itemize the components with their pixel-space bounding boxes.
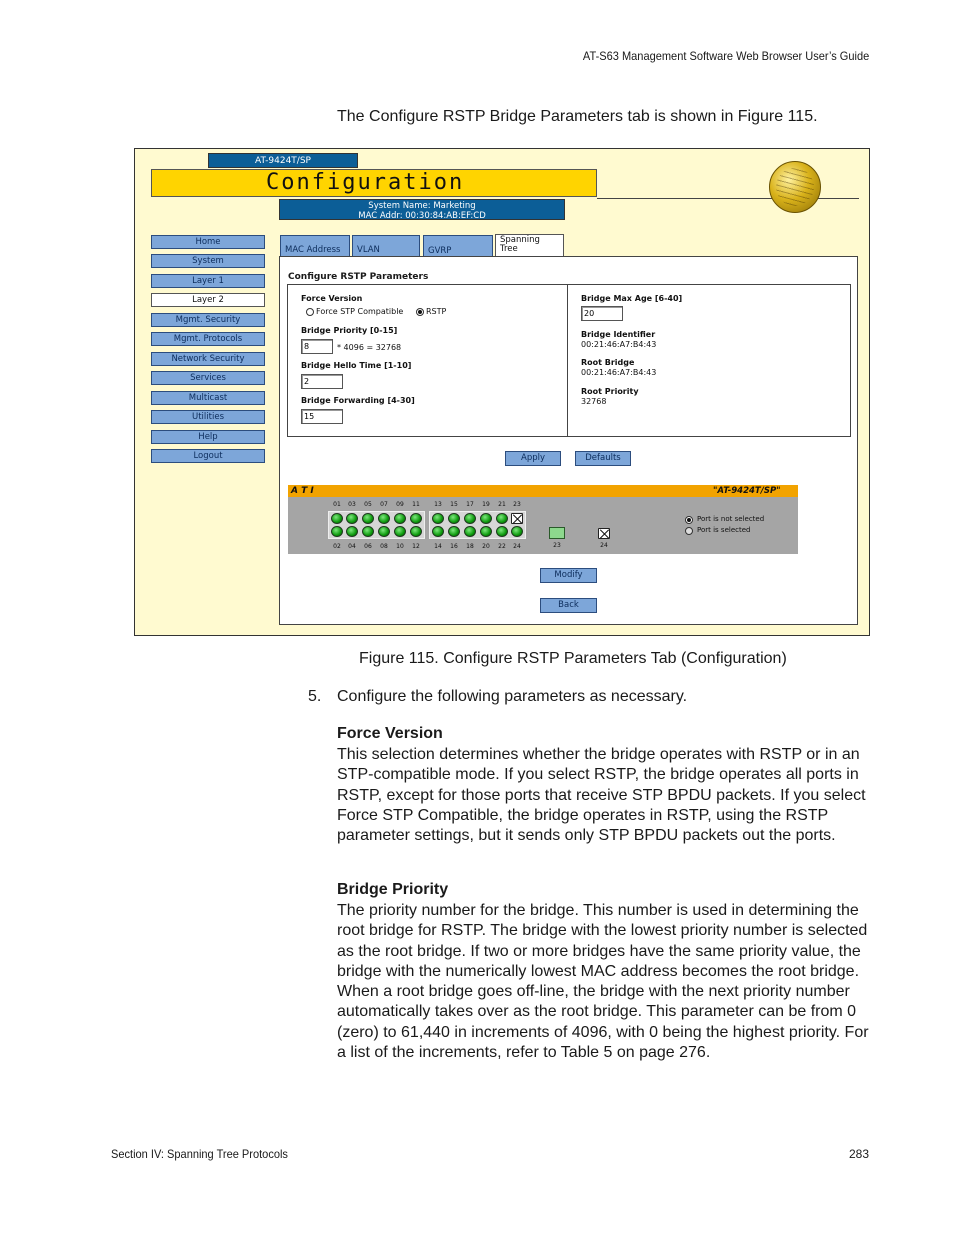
- legend-not-selected: Port is not selected: [697, 515, 765, 523]
- step-item: [308, 688, 687, 706]
- port-number: 24: [513, 543, 521, 550]
- port-number: 06: [364, 543, 372, 550]
- legend-selected-icon: [685, 527, 693, 535]
- page-title: Configuration: [266, 170, 465, 195]
- port-number: 01: [333, 501, 341, 508]
- port-01[interactable]: [331, 513, 343, 524]
- port-12[interactable]: [410, 526, 422, 537]
- port-number: 23: [553, 542, 561, 549]
- port-17[interactable]: [464, 513, 476, 524]
- port-number: 07: [380, 501, 388, 508]
- nav-help[interactable]: Help: [151, 430, 265, 444]
- port-number: 22: [498, 543, 506, 550]
- apply-button[interactable]: Apply: [505, 451, 561, 466]
- nav-utilities[interactable]: Utilities: [151, 410, 265, 424]
- port-number: 09: [396, 501, 404, 508]
- nav-layer1[interactable]: Layer 1: [151, 274, 265, 288]
- port-number: 21: [498, 501, 506, 508]
- nav-multicast[interactable]: Multicast: [151, 391, 265, 405]
- tab-tree-label: Tree: [500, 244, 518, 254]
- nav-layer2[interactable]: Layer 2: [151, 293, 265, 307]
- port-10[interactable]: [394, 526, 406, 537]
- port-21[interactable]: [496, 513, 508, 524]
- bridge-priority-heading: Bridge Priority: [337, 881, 449, 898]
- port-number: 13: [434, 501, 442, 508]
- port-14[interactable]: [432, 526, 444, 537]
- globe-logo-icon: [769, 161, 821, 213]
- figure-screenshot: [134, 148, 870, 636]
- nav-home[interactable]: Home: [151, 235, 265, 249]
- forwarding-input[interactable]: [301, 409, 343, 424]
- divider: [567, 284, 568, 437]
- bridge-identifier-label: Bridge Identifier: [581, 330, 656, 339]
- port-number: 16: [450, 543, 458, 550]
- tab-spanning-label: Spanning: [500, 235, 540, 245]
- system-info: [279, 199, 565, 220]
- step-number: 5.: [308, 688, 322, 705]
- force-stp-label: Force STP Compatible: [316, 307, 404, 316]
- bridge-priority-paragraph: The priority number for the bridge. This number is used in determining the root bridge for RSTP. The bridge with the lowest priority number is selected as the root bridge. If two or more bridges have the same priority value, the bridge with the numerically lowest MAC address becomes the root bridge. When a root bridge goes off-line, the bridge with the next priority number automatically takes over as the root bridge. This parameter can be from 0 (zero) to 61,440 in increments of 4096, with 0 being the highest priority. For a list of the increments, refer to Table 5 on page 276.: [337, 902, 869, 1062]
- port-05[interactable]: [362, 513, 374, 524]
- footer-section: Section IV: Spanning Tree Protocols: [111, 1147, 288, 1161]
- port-number: 04: [348, 543, 356, 550]
- divider: [597, 198, 859, 199]
- nav-system[interactable]: System: [151, 254, 265, 268]
- port-number: 11: [412, 501, 420, 508]
- tab-mac-address[interactable]: MAC Address: [280, 235, 350, 257]
- rstp-radio[interactable]: [416, 308, 424, 316]
- port-number: 05: [364, 501, 372, 508]
- legend-selected: Port is selected: [697, 526, 751, 534]
- port-number: 02: [333, 543, 341, 550]
- port-04[interactable]: [346, 526, 358, 537]
- device-tab[interactable]: AT-9424T/SP: [208, 153, 358, 168]
- step-text: Configure the following parameters as necessary.: [337, 688, 688, 705]
- tab-vlan[interactable]: VLAN: [352, 235, 420, 257]
- port-11[interactable]: [410, 513, 422, 524]
- nav-network-security[interactable]: Network Security: [151, 352, 265, 366]
- port-22[interactable]: [496, 526, 508, 537]
- tab-spanning-tree[interactable]: [495, 234, 564, 258]
- force-version-paragraph: This selection determines whether the bridge operates with RSTP or in an STP-compatible mode. If you select RSTP, the bridge operates all ports in RSTP, except for those ports that receive STP BPDU packets. If you select Force STP Compatible, the bridge operates in RSTP, using the RSTP parameter settings, but it sends only STP BPDU packets out the ports.: [337, 746, 866, 845]
- rstp-label: RSTP: [426, 307, 447, 316]
- port-20[interactable]: [480, 526, 492, 537]
- max-age-input[interactable]: [581, 306, 623, 321]
- nav-logout[interactable]: Logout: [151, 449, 265, 463]
- nav-services[interactable]: Services: [151, 371, 265, 385]
- max-age-label: Bridge Max Age [6-40]: [581, 294, 683, 303]
- force-version-label: Force Version: [301, 294, 363, 303]
- root-priority-value: 32768: [581, 397, 607, 406]
- sfp-port-24[interactable]: [598, 528, 610, 539]
- sfp-port-23[interactable]: [549, 527, 565, 539]
- root-priority-label: Root Priority: [581, 387, 639, 396]
- port-08[interactable]: [378, 526, 390, 537]
- footer-page-number: 283: [848, 1147, 869, 1161]
- hello-time-label: Bridge Hello Time [1-10]: [301, 361, 412, 370]
- port-18[interactable]: [464, 526, 476, 537]
- bridge-priority-input[interactable]: [301, 339, 333, 354]
- system-name: System Name: Marketing: [368, 201, 476, 211]
- port-number: 19: [482, 501, 490, 508]
- port-number: 10: [396, 543, 404, 550]
- intro-text: The Configure RSTP Bridge Parameters tab is shown in Figure 115.: [337, 108, 818, 125]
- switch-model: "AT-9424T/SP": [713, 486, 781, 496]
- port-16[interactable]: [448, 526, 460, 537]
- root-bridge-label: Root Bridge: [581, 358, 635, 367]
- legend-not-selected-icon: [685, 516, 693, 524]
- back-button[interactable]: Back: [540, 598, 597, 613]
- port-number: 08: [380, 543, 388, 550]
- forwarding-label: Bridge Forwarding [4-30]: [301, 396, 415, 405]
- switch-logo: A T I: [291, 486, 314, 496]
- defaults-button[interactable]: Defaults: [575, 451, 631, 466]
- port-number: 23: [513, 501, 521, 508]
- force-version-heading: Force Version: [337, 725, 443, 742]
- port-13[interactable]: [432, 513, 444, 524]
- mac-address: MAC Addr: 00:30:84:AB:EF:CD: [358, 211, 486, 221]
- bridge-priority-note: * 4096 = 32768: [337, 343, 402, 352]
- force-stp-radio[interactable]: [306, 308, 314, 316]
- port-number: 17: [466, 501, 474, 508]
- port-number: 14: [434, 543, 442, 550]
- port-06[interactable]: [362, 526, 374, 537]
- modify-button[interactable]: Modify: [540, 568, 597, 583]
- port-number: 18: [466, 543, 474, 550]
- port-number: 24: [600, 542, 608, 549]
- hello-time-input[interactable]: [301, 374, 343, 389]
- port-09[interactable]: [394, 513, 406, 524]
- port-number: 12: [412, 543, 420, 550]
- document-header: AT-S63 Management Software Web Browser User’s Guide: [582, 49, 869, 63]
- nav-mgmt-protocols[interactable]: Mgmt. Protocols: [151, 332, 265, 346]
- bridge-priority-label: Bridge Priority [0-15]: [301, 326, 398, 335]
- tab-gvrp[interactable]: GVRP: [423, 235, 493, 257]
- port-07[interactable]: [378, 513, 390, 524]
- port-24[interactable]: [511, 526, 523, 537]
- section-title: Configure RSTP Parameters: [288, 272, 429, 282]
- port-15[interactable]: [448, 513, 460, 524]
- port-number: 03: [348, 501, 356, 508]
- port-number: 15: [450, 501, 458, 508]
- port-19[interactable]: [480, 513, 492, 524]
- nav-mgmt-security[interactable]: Mgmt. Security: [151, 313, 265, 327]
- port-03[interactable]: [346, 513, 358, 524]
- bridge-identifier-value: 00:21:46:A7:B4:43: [581, 340, 657, 349]
- root-bridge-value: 00:21:46:A7:B4:43: [581, 368, 657, 377]
- port-02[interactable]: [331, 526, 343, 537]
- figure-caption: Figure 115. Configure RSTP Parameters Tab (Configuration): [359, 650, 787, 667]
- port-23[interactable]: [511, 513, 523, 524]
- port-number: 20: [482, 543, 490, 550]
